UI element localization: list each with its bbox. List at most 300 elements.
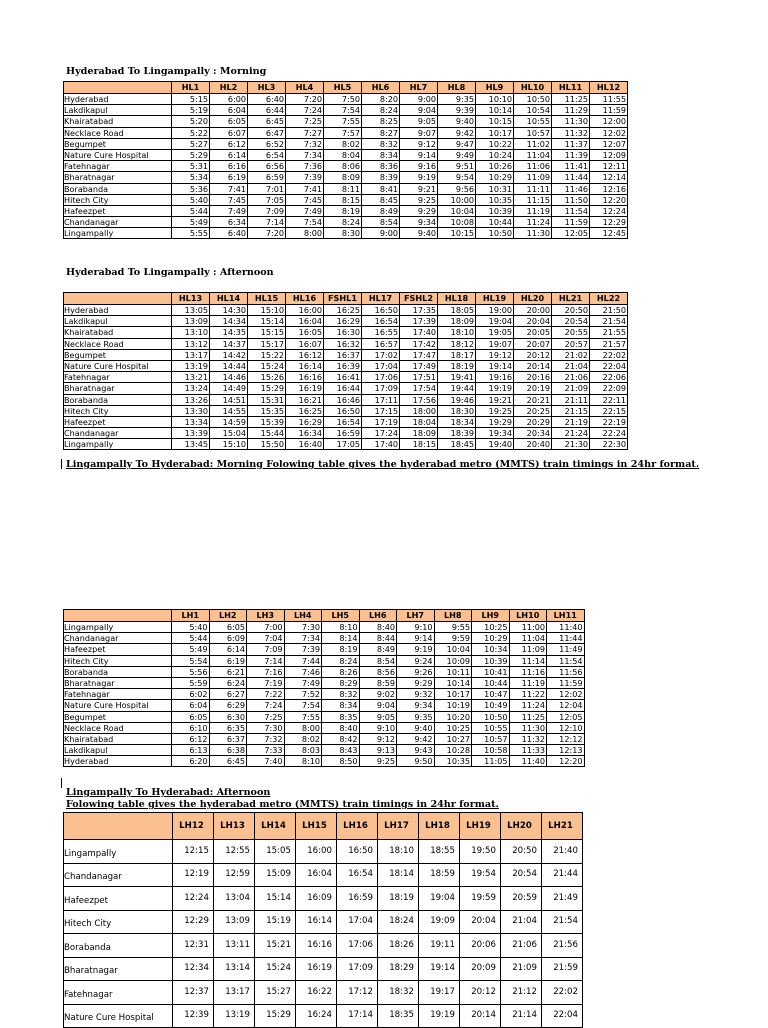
train-header-cell: HL21	[552, 293, 590, 305]
station-name-cell: Bharatnagar	[64, 383, 172, 394]
time-cell: 21:19	[552, 416, 590, 427]
time-cell: 9:35	[438, 94, 476, 105]
time-cell: 17:06	[337, 934, 378, 958]
time-cell: 8:24	[362, 105, 400, 116]
time-cell: 16:30	[324, 327, 362, 338]
time-cell: 18:34	[438, 416, 476, 427]
time-cell: 11:24	[509, 700, 547, 711]
time-cell: 16:40	[286, 439, 324, 450]
time-cell: 13:21	[172, 372, 210, 383]
time-cell: 14:46	[210, 372, 248, 383]
time-cell: 13:05	[172, 305, 210, 316]
time-cell: 8:10	[284, 756, 322, 767]
time-cell: 13:14	[214, 957, 255, 981]
time-cell: 20:55	[552, 327, 590, 338]
time-cell: 11:00	[509, 622, 547, 633]
time-cell: 19:11	[419, 934, 460, 958]
time-cell: 20:57	[552, 338, 590, 349]
time-cell: 21:40	[542, 840, 583, 864]
time-cell: 6:52	[248, 138, 286, 149]
time-cell: 7:32	[247, 733, 285, 744]
time-cell: 16:41	[324, 372, 362, 383]
time-cell: 7:30	[247, 722, 285, 733]
table-row	[64, 840, 583, 864]
time-cell: 17:42	[400, 338, 438, 349]
station-name-cell: Begumpet	[64, 349, 172, 360]
time-cell: 12:13	[547, 745, 585, 756]
time-cell: 9:32	[397, 689, 435, 700]
station-name-cell: Chandanagar	[64, 428, 172, 439]
time-cell: 11:44	[552, 172, 590, 183]
time-cell: 12:39	[173, 1004, 214, 1028]
time-cell: 7:41	[286, 183, 324, 194]
time-cell: 16:16	[286, 372, 324, 383]
train-header-cell: LH16	[337, 813, 378, 840]
table-row	[64, 360, 628, 371]
time-cell: 8:56	[359, 666, 397, 677]
table-row	[64, 910, 583, 934]
time-cell: 6:21	[209, 666, 247, 677]
station-name-cell: Hafeezpet	[64, 416, 172, 427]
train-header-cell: LH20	[501, 813, 542, 840]
station-name-cell: Fatehnagar	[64, 372, 172, 383]
time-cell: 20:05	[514, 327, 552, 338]
time-cell: 6:14	[210, 149, 248, 160]
time-cell: 10:29	[472, 633, 510, 644]
station-name-cell: Necklace Road	[64, 338, 172, 349]
time-cell: 10:15	[476, 116, 514, 127]
time-cell: 11:32	[509, 733, 547, 744]
time-cell: 22:11	[590, 394, 628, 405]
station-name-cell: Borabanda	[64, 394, 172, 405]
time-cell: 17:09	[337, 957, 378, 981]
time-cell: 8:25	[362, 116, 400, 127]
time-cell: 11:11	[514, 183, 552, 194]
table-row	[64, 349, 628, 360]
time-cell: 19:41	[438, 372, 476, 383]
time-cell: 20:04	[460, 910, 501, 934]
time-cell: 7:25	[286, 116, 324, 127]
time-cell: 8:54	[362, 217, 400, 228]
time-cell: 5:44	[172, 205, 210, 216]
time-cell: 16:14	[296, 910, 337, 934]
afternoon-to-hyderabad-note: Folowing table gives the hyderabad metro (MMTS) train timings in 24hr format.	[66, 799, 499, 810]
time-cell: 11:56	[547, 666, 585, 677]
time-cell: 15:27	[255, 981, 296, 1005]
time-cell: 10:31	[476, 183, 514, 194]
table-row	[64, 228, 628, 239]
time-cell: 18:39	[438, 428, 476, 439]
time-cell: 8:30	[324, 228, 362, 239]
time-cell: 15:31	[248, 394, 286, 405]
train-header-cell: LH2	[209, 610, 247, 622]
time-cell: 20:16	[514, 372, 552, 383]
time-cell: 12:59	[214, 863, 255, 887]
table-row	[64, 655, 585, 666]
time-cell: 6:27	[209, 689, 247, 700]
table-header-row	[64, 293, 628, 305]
time-cell: 6:13	[172, 745, 210, 756]
time-cell: 19:14	[419, 957, 460, 981]
afternoon-to-hyderabad-title: Lingampally To Hyderabad: Afternoon	[66, 787, 271, 798]
time-cell: 8:04	[324, 149, 362, 160]
time-cell: 11:29	[552, 105, 590, 116]
time-cell: 8:50	[322, 756, 360, 767]
time-cell: 5:56	[172, 666, 210, 677]
time-cell: 15:26	[248, 372, 286, 383]
table-row	[64, 172, 628, 183]
time-cell: 15:19	[255, 910, 296, 934]
time-cell: 5:40	[172, 194, 210, 205]
time-cell: 12:45	[590, 228, 628, 239]
time-cell: 21:04	[552, 360, 590, 371]
time-cell: 10:04	[434, 644, 472, 655]
time-cell: 12:24	[590, 205, 628, 216]
time-cell: 12:14	[590, 172, 628, 183]
time-cell: 17:12	[337, 981, 378, 1005]
time-cell: 21:54	[542, 910, 583, 934]
time-cell: 10:50	[514, 94, 552, 105]
time-cell: 21:49	[542, 887, 583, 911]
time-cell: 9:21	[400, 183, 438, 194]
time-cell: 11:24	[514, 217, 552, 228]
time-cell: 8:42	[322, 733, 360, 744]
table-row	[64, 94, 628, 105]
time-cell: 8:43	[322, 745, 360, 756]
time-cell: 8:15	[324, 194, 362, 205]
table-row	[64, 711, 585, 722]
time-cell: 20:06	[460, 934, 501, 958]
time-cell: 19:50	[460, 840, 501, 864]
time-cell: 11:59	[590, 105, 628, 116]
station-name-cell: Borabanda	[64, 934, 173, 958]
time-cell: 12:11	[590, 161, 628, 172]
cell-marker	[61, 459, 62, 469]
time-cell: 14:49	[210, 383, 248, 394]
time-cell: 15:09	[255, 863, 296, 887]
time-cell: 8:24	[322, 655, 360, 666]
time-cell: 22:15	[590, 405, 628, 416]
train-header-cell: HL3	[248, 82, 286, 94]
time-cell: 12:19	[173, 863, 214, 887]
morning-to-lingampally-title: Hyderabad To Lingampally : Morning	[66, 66, 267, 77]
time-cell: 5:55	[172, 228, 210, 239]
time-cell: 11:06	[514, 161, 552, 172]
time-cell: 7:32	[286, 138, 324, 149]
time-cell: 6:04	[210, 105, 248, 116]
time-cell: 6:20	[172, 756, 210, 767]
morning-to-hyderabad-table	[63, 609, 585, 767]
time-cell: 20:54	[501, 863, 542, 887]
time-cell: 17:02	[362, 349, 400, 360]
time-cell: 19:19	[476, 383, 514, 394]
time-cell: 18:09	[438, 316, 476, 327]
time-cell: 12:02	[590, 127, 628, 138]
time-cell: 7:49	[210, 205, 248, 216]
time-cell: 6:56	[248, 161, 286, 172]
time-cell: 7:39	[286, 172, 324, 183]
time-cell: 19:25	[476, 405, 514, 416]
time-cell: 7:40	[247, 756, 285, 767]
time-cell: 11:44	[547, 633, 585, 644]
time-cell: 8:32	[322, 689, 360, 700]
time-cell: 10:29	[476, 172, 514, 183]
station-name-cell: Nature Cure Hospital	[64, 700, 172, 711]
station-name-cell: Khairatabad	[64, 116, 172, 127]
time-cell: 18:32	[378, 981, 419, 1005]
time-cell: 8:27	[362, 127, 400, 138]
table-row	[64, 183, 628, 194]
time-cell: 6:12	[210, 138, 248, 149]
station-name-cell: Begumpet	[64, 138, 172, 149]
time-cell: 8:49	[362, 205, 400, 216]
time-cell: 20:29	[514, 416, 552, 427]
time-cell: 18:55	[419, 840, 460, 864]
time-cell: 8:14	[322, 633, 360, 644]
train-header-cell: LH5	[322, 610, 360, 622]
train-header-cell: HL1	[172, 82, 210, 94]
time-cell: 16:54	[362, 316, 400, 327]
time-cell: 22:02	[542, 981, 583, 1005]
time-cell: 11:15	[514, 194, 552, 205]
time-cell: 20:07	[514, 338, 552, 349]
table-row	[64, 105, 628, 116]
time-cell: 9:19	[400, 172, 438, 183]
time-cell: 16:04	[296, 863, 337, 887]
time-cell: 12:24	[173, 887, 214, 911]
time-cell: 16:19	[296, 957, 337, 981]
time-cell: 12:10	[547, 722, 585, 733]
time-cell: 18:19	[378, 887, 419, 911]
time-cell: 8:39	[362, 172, 400, 183]
time-cell: 18:19	[438, 360, 476, 371]
time-cell: 9:56	[438, 183, 476, 194]
time-cell: 10:17	[476, 127, 514, 138]
time-cell: 10:20	[434, 711, 472, 722]
time-cell: 6:09	[209, 633, 247, 644]
cell-marker	[61, 778, 62, 788]
train-header-cell: HL2	[210, 82, 248, 94]
table-row	[64, 305, 628, 316]
time-cell: 11:30	[514, 228, 552, 239]
time-cell: 10:27	[434, 733, 472, 744]
station-name-cell: Lingampally	[64, 622, 172, 633]
time-cell: 10:17	[434, 689, 472, 700]
time-cell: 14:44	[210, 360, 248, 371]
time-cell: 20:12	[460, 981, 501, 1005]
time-cell: 12:15	[173, 840, 214, 864]
time-cell: 15:04	[210, 428, 248, 439]
time-cell: 11:59	[547, 677, 585, 688]
time-cell: 7:36	[286, 161, 324, 172]
time-cell: 11:32	[552, 127, 590, 138]
time-cell: 6:37	[209, 733, 247, 744]
time-cell: 20:00	[514, 305, 552, 316]
time-cell: 5:31	[172, 161, 210, 172]
header-corner-cell	[64, 82, 172, 94]
time-cell: 19:40	[476, 439, 514, 450]
time-cell: 15:10	[248, 305, 286, 316]
time-cell: 8:06	[324, 161, 362, 172]
station-name-cell: Hitech City	[64, 405, 172, 416]
time-cell: 6:19	[209, 655, 247, 666]
time-cell: 15:17	[248, 338, 286, 349]
time-cell: 16:55	[362, 327, 400, 338]
time-cell: 9:34	[400, 217, 438, 228]
time-cell: 20:21	[514, 394, 552, 405]
time-cell: 16:50	[362, 305, 400, 316]
time-cell: 12:12	[547, 733, 585, 744]
time-cell: 14:34	[210, 316, 248, 327]
time-cell: 8:36	[362, 161, 400, 172]
station-name-cell: Lingampally	[64, 840, 173, 864]
time-cell: 7:54	[284, 700, 322, 711]
time-cell: 12:29	[173, 910, 214, 934]
time-cell: 5:36	[172, 183, 210, 194]
station-name-cell: Borabanda	[64, 183, 172, 194]
table-row	[64, 217, 628, 228]
time-cell: 20:04	[514, 316, 552, 327]
time-cell: 12:05	[547, 711, 585, 722]
time-cell: 22:04	[590, 360, 628, 371]
time-cell: 7:16	[247, 666, 285, 677]
time-cell: 22:19	[590, 416, 628, 427]
time-cell: 21:11	[552, 394, 590, 405]
train-header-cell: HL19	[476, 293, 514, 305]
time-cell: 12:37	[173, 981, 214, 1005]
station-name-cell: Nature Cure Hospital	[64, 149, 172, 160]
time-cell: 20:14	[460, 1004, 501, 1028]
time-cell: 11:25	[552, 94, 590, 105]
time-cell: 20:19	[514, 383, 552, 394]
time-cell: 10:35	[434, 756, 472, 767]
time-cell: 9:29	[400, 205, 438, 216]
time-cell: 5:49	[172, 644, 210, 655]
time-cell: 17:40	[362, 439, 400, 450]
table-row	[64, 383, 628, 394]
time-cell: 15:10	[210, 439, 248, 450]
time-cell: 19:14	[476, 360, 514, 371]
time-cell: 16:19	[286, 383, 324, 394]
time-cell: 15:29	[255, 1004, 296, 1028]
time-cell: 21:57	[590, 338, 628, 349]
time-cell: 6:45	[248, 116, 286, 127]
time-cell: 9:40	[438, 116, 476, 127]
time-cell: 10:50	[472, 711, 510, 722]
time-cell: 11:22	[509, 689, 547, 700]
time-cell: 6:05	[210, 116, 248, 127]
station-name-cell: Lakdikapul	[64, 316, 172, 327]
train-header-cell: HL11	[552, 82, 590, 94]
time-cell: 22:02	[590, 349, 628, 360]
table-row	[64, 633, 585, 644]
time-cell: 10:57	[472, 733, 510, 744]
station-name-cell: Hyderabad	[64, 756, 172, 767]
station-name-cell: Fatehnagar	[64, 689, 172, 700]
time-cell: 19:04	[419, 887, 460, 911]
time-cell: 21:15	[552, 405, 590, 416]
time-cell: 20:14	[514, 360, 552, 371]
time-cell: 5:54	[172, 655, 210, 666]
train-header-cell: LH13	[214, 813, 255, 840]
time-cell: 15:24	[255, 957, 296, 981]
time-cell: 9:05	[400, 116, 438, 127]
time-cell: 8:00	[286, 228, 324, 239]
time-cell: 9:07	[400, 127, 438, 138]
time-cell: 16:46	[324, 394, 362, 405]
time-cell: 10:04	[438, 205, 476, 216]
time-cell: 7:09	[248, 205, 286, 216]
table-row	[64, 887, 583, 911]
time-cell: 22:04	[542, 1004, 583, 1028]
time-cell: 18:12	[438, 338, 476, 349]
time-cell: 7:33	[247, 745, 285, 756]
time-cell: 18:35	[378, 1004, 419, 1028]
time-cell: 6:44	[248, 105, 286, 116]
morning-to-lingampally-table	[63, 81, 628, 239]
station-name-cell: Hitech City	[64, 655, 172, 666]
time-cell: 11:50	[552, 194, 590, 205]
time-cell: 19:09	[419, 910, 460, 934]
time-cell: 5:49	[172, 217, 210, 228]
time-cell: 21:09	[552, 383, 590, 394]
time-cell: 19:29	[476, 416, 514, 427]
time-cell: 9:49	[438, 149, 476, 160]
train-header-cell: HL7	[400, 82, 438, 94]
table-row	[64, 622, 585, 633]
time-cell: 13:34	[172, 416, 210, 427]
time-cell: 13:12	[172, 338, 210, 349]
time-cell: 11:41	[552, 161, 590, 172]
time-cell: 13:10	[172, 327, 210, 338]
time-cell: 11:46	[552, 183, 590, 194]
time-cell: 6:12	[172, 733, 210, 744]
time-cell: 18:29	[378, 957, 419, 981]
time-cell: 8:54	[359, 655, 397, 666]
time-cell: 10:08	[438, 217, 476, 228]
time-cell: 10:14	[434, 677, 472, 688]
time-cell: 10:35	[476, 194, 514, 205]
table-row	[64, 957, 583, 981]
time-cell: 7:24	[247, 700, 285, 711]
time-cell: 15:05	[255, 840, 296, 864]
time-cell: 10:49	[472, 700, 510, 711]
time-cell: 19:05	[476, 327, 514, 338]
time-cell: 21:50	[590, 305, 628, 316]
train-header-cell: LH15	[296, 813, 337, 840]
train-header-cell: HL4	[286, 82, 324, 94]
train-header-cell: HL18	[438, 293, 476, 305]
station-name-cell: Fatehnagar	[64, 161, 172, 172]
station-name-cell: Necklace Road	[64, 722, 172, 733]
time-cell: 16:50	[337, 840, 378, 864]
time-cell: 19:21	[476, 394, 514, 405]
time-cell: 12:31	[173, 934, 214, 958]
time-cell: 5:15	[172, 94, 210, 105]
time-cell: 17:56	[400, 394, 438, 405]
station-name-cell: Hafeezpet	[64, 887, 173, 911]
table-row	[64, 416, 628, 427]
table-row	[64, 745, 585, 756]
time-cell: 6:30	[209, 711, 247, 722]
time-cell: 8:41	[362, 183, 400, 194]
time-cell: 16:37	[324, 349, 362, 360]
time-cell: 11:09	[509, 644, 547, 655]
train-header-cell: LH12	[173, 813, 214, 840]
time-cell: 21:06	[501, 934, 542, 958]
time-cell: 6:04	[172, 700, 210, 711]
time-cell: 17:24	[362, 428, 400, 439]
